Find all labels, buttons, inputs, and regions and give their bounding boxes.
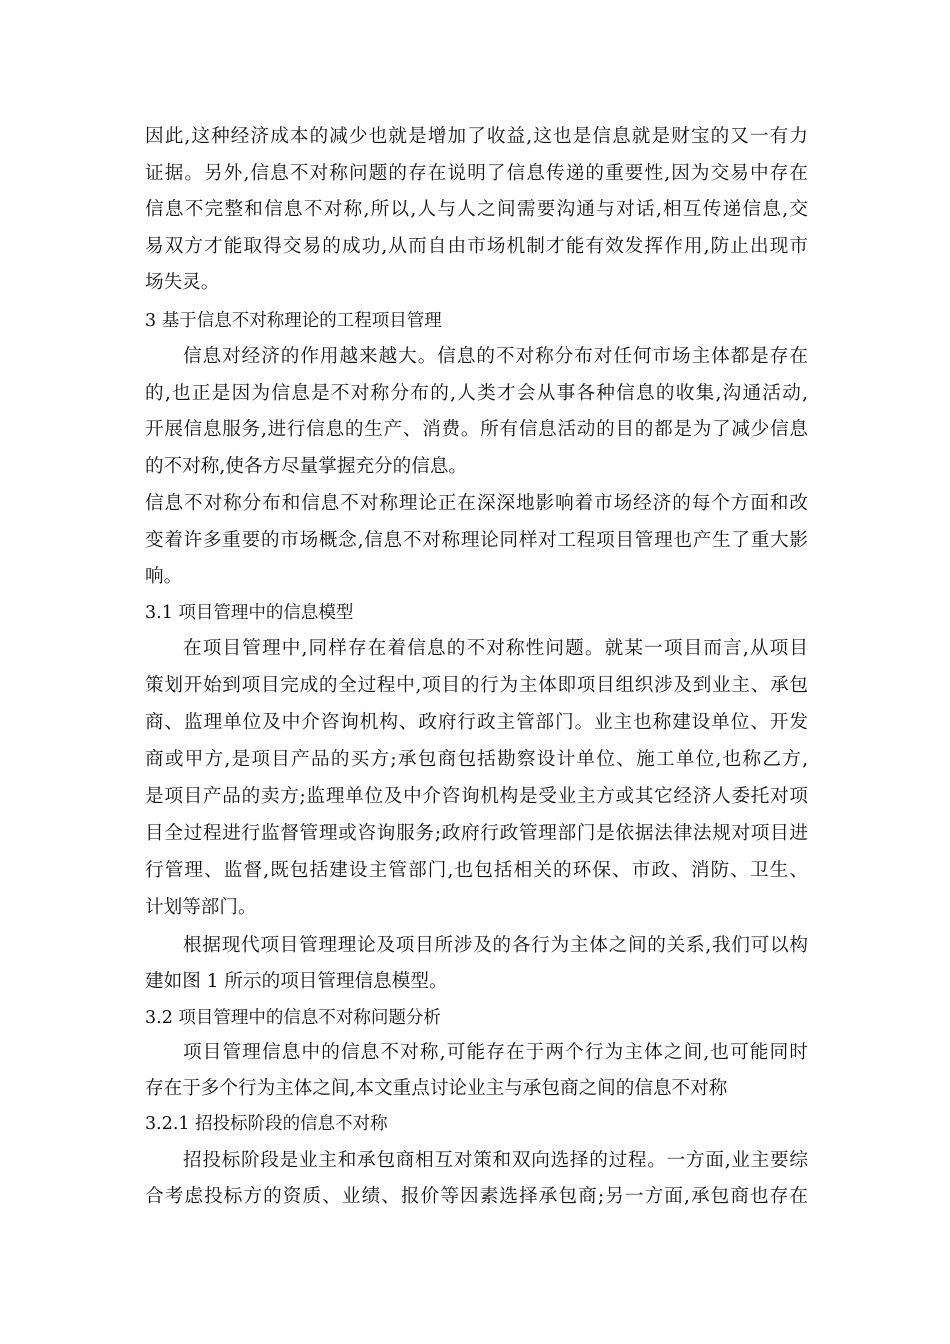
body-line: 在项目管理中,同样存在着信息的不对称性问题。就某一项目而言,从项目: [183, 638, 808, 659]
body-line: 信息不完整和信息不对称,所以,人与人之间需要沟通与对话,相互传递信息,交: [145, 199, 808, 220]
body-line: 策划开始到项目完成的全过程中,项目的行为主体即项目组织涉及到业主、承包: [145, 675, 808, 696]
body-line: 根据现代项目管理理论及项目所涉及的各行为主体之间的关系,我们可以构: [183, 935, 808, 956]
body-line: 易双方才能取得交易的成功,从而自由市场机制才能有效发挥作用,防止出现市: [145, 236, 808, 257]
body-line: 证据。另外,信息不对称问题的存在说明了信息传递的重要性,因为交易中存在: [145, 163, 808, 184]
body-line: 开展信息服务,进行信息的生产、消费。所有信息活动的目的都是为了减少信息: [145, 419, 808, 440]
body-line: 信息不对称分布和信息不对称理论正在深深地影响着市场经济的每个方面和改: [145, 493, 808, 514]
body-line: 存在于多个行为主体之间,本文重点讨论业主与承包商之间的信息不对称: [145, 1078, 728, 1099]
body-line: 变着许多重要的市场概念,信息不对称理论同样对工程项目管理也产生了重大影: [145, 530, 808, 551]
body-line: 的,也正是因为信息是不对称分布的,人类才会从事各种信息的收集,沟通活动,: [145, 383, 808, 404]
body-line: 建如图 1 所示的项目管理信息模型。: [145, 971, 448, 992]
body-line: 的不对称,使各方尽量掌握充分的信息。: [145, 456, 468, 477]
body-line: 合考虑投标方的资质、业绩、报价等因素选择承包商;另一方面,承包商也存在: [145, 1186, 808, 1207]
body-line: 场失灵。: [145, 272, 220, 293]
body-line: 信息对经济的作用越来越大。信息的不对称分布对任何市场主体都是存在: [183, 346, 808, 367]
subsection-heading: 3.2 项目管理中的信息不对称问题分析: [145, 1008, 441, 1028]
body-line: 计划等部门。: [145, 897, 257, 918]
body-line: 响。: [145, 566, 183, 587]
body-line: 因此,这种经济成本的减少也就是增加了收益,这也是信息就是财宝的又一有力: [145, 126, 808, 147]
body-line: 项目管理信息中的信息不对称,可能存在于两个行为主体之间,也可能同时: [183, 1042, 808, 1063]
subsection-heading: 3.1 项目管理中的信息模型: [145, 603, 354, 623]
body-line: 商或甲方,是项目产品的买方;承包商包括勘察设计单位、施工单位,也称乙方,: [145, 749, 808, 770]
body-line: 商、监理单位及中介咨询机构、政府行政主管部门。业主也称建设单位、开发: [145, 712, 808, 733]
section-heading: 3 基于信息不对称理论的工程项目管理: [145, 311, 442, 331]
subsubsection-heading: 3.2.1 招投标阶段的信息不对称: [145, 1114, 388, 1134]
body-line: 行管理、监督,既包括建设主管部门,也包括相关的环保、市政、消防、卫生、: [145, 860, 808, 881]
body-line: 是项目产品的卖方;监理单位及中介咨询机构是受业主方或其它经济人委托对项: [145, 786, 808, 807]
body-line: 招投标阶段是业主和承包商相互对策和双向选择的过程。一方面,业主要综: [183, 1150, 808, 1171]
body-line: 目全过程进行监督管理或咨询服务;政府行政管理部门是依据法律法规对项目进: [145, 823, 808, 844]
